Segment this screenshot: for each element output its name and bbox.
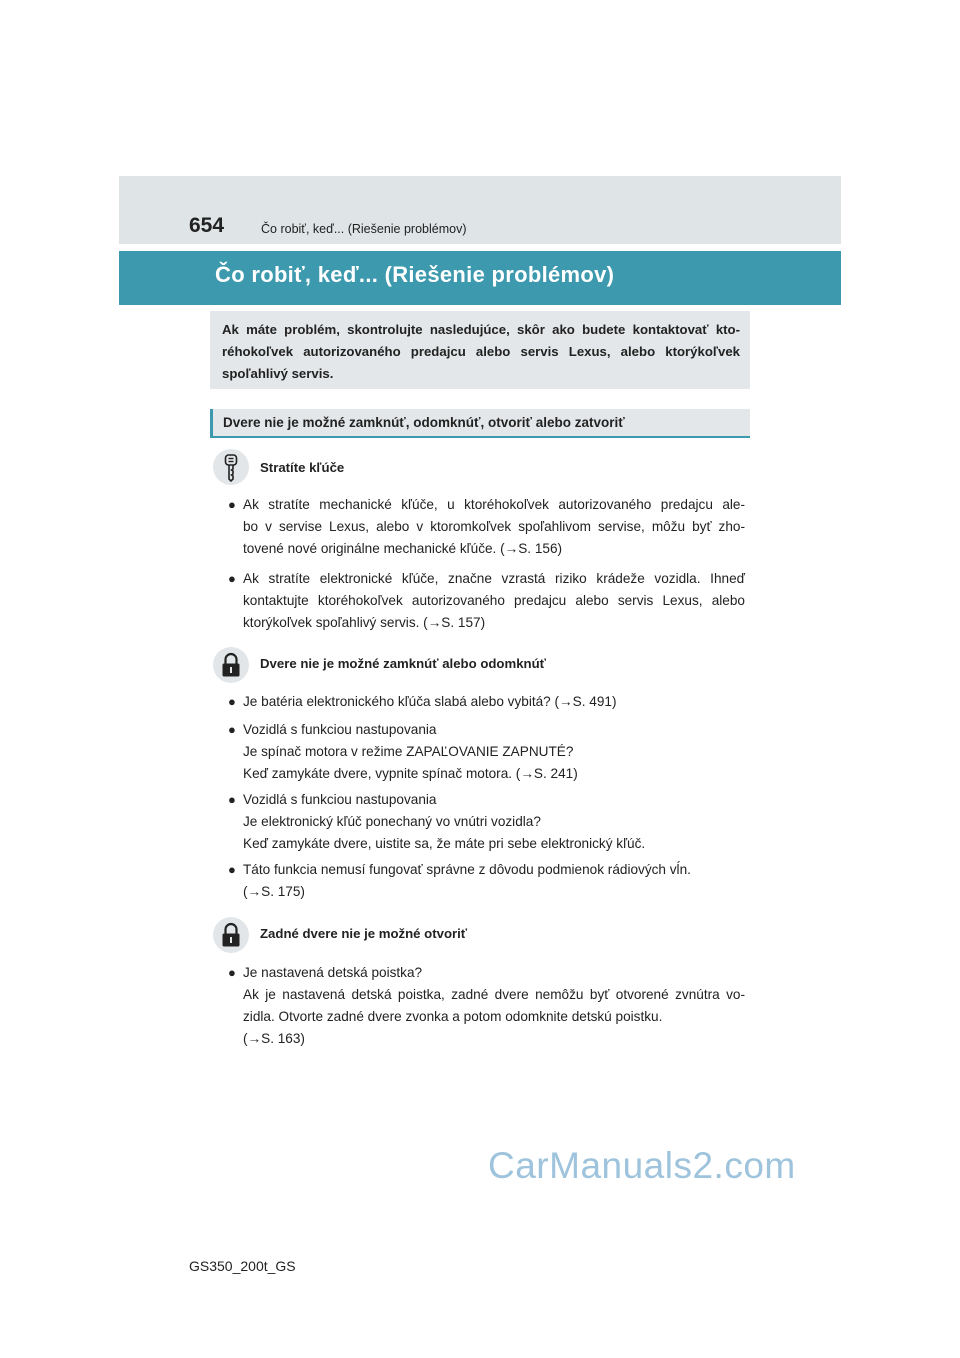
footer-model-code: GS350_200t_GS [189, 1258, 296, 1274]
page-title: Čo robiť, keď... (Riešenie problémov) [215, 262, 615, 287]
section-underline [210, 436, 750, 438]
page-number: 654 [189, 214, 225, 237]
subsection-heading-rear-door: Zadné dvere nie je možné otvoriť [260, 926, 468, 941]
bullet-icon: ● [228, 965, 236, 980]
bullet-icon: ● [228, 694, 236, 709]
running-header-bar [119, 176, 841, 244]
bullet-icon: ● [228, 722, 236, 737]
subsection-heading-lost-keys: Stratíte kľúče [260, 460, 345, 475]
bullet-icon: ● [228, 497, 236, 512]
list-item: Vozidlá s funkciou nastupovania Je elektronický kľúč ponechaný vo vnútri vozidla? Keď zamykáte dvere, uistite sa, že máte pri sebe elektronický kľúč. [243, 792, 646, 851]
lock-icon [213, 647, 249, 683]
list-item: Je nastavená detská poistka? Ak je nastavená detská poistka, zadné dvere nemôžu byť otvorené zvnútra vo- zidla. Otvorte zadné dvere zvonka a potom odomknite detskú poistku. (→S. 163) [243, 965, 745, 1046]
bullet-icon: ● [228, 571, 236, 586]
list-item: Ak stratíte mechanické kľúče, u ktoréhokoľvek autorizovaného predajcu ale- bo v servise Lexus, alebo v ktoromkoľvek spoľahlivom servise, môžu byť zho- tovené nové originálne mechanické kľúče. (→S. 156) [243, 497, 745, 556]
running-title: Čo robiť, keď... (Riešenie problémov) [261, 222, 467, 236]
lock-icon [213, 917, 249, 953]
bullet-icon: ● [228, 862, 236, 877]
watermark-logo: CarManuals2.com [488, 1145, 796, 1186]
key-icon [213, 449, 249, 485]
list-item: Táto funkcia nemusí fungovať správne z dôvodu podmienok rádiových vĺn. (→S. 175) [243, 862, 691, 899]
bullet-icon: ● [228, 792, 236, 807]
subsection-heading-lock-unlock: Dvere nie je možné zamknúť alebo odomknúť [260, 656, 546, 671]
intro-text: Ak máte problém, skontrolujte nasledujúce, skôr ako budete kontaktovať kto-réhokoľvek autorizovaného predajcu alebo servis Lexus, alebo ktorýkoľvek spoľahlivý servis. [222, 322, 740, 381]
list-item: Vozidlá s funkciou nastupovania Je spínač motora v režime ZAPAĽOVANIE ZAPNUTÉ? Keď zamykáte dvere, vypnite spínač motora. (→S. 241) [243, 722, 578, 781]
list-item: Je batéria elektronického kľúča slabá alebo vybitá? (→S. 491) [243, 694, 617, 709]
list-item: Ak stratíte elektronické kľúče, značne vzrastá riziko krádeže vozidla. Ihneď kontaktujte ktoréhokoľvek autorizovaného predajcu alebo servis Lexus, alebo ktorýkoľvek spoľahlivý servis. (→S. 157) [243, 571, 745, 630]
section-heading: Dvere nie je možné zamknúť, odomknúť, otvoriť alebo zatvoriť [223, 415, 625, 430]
